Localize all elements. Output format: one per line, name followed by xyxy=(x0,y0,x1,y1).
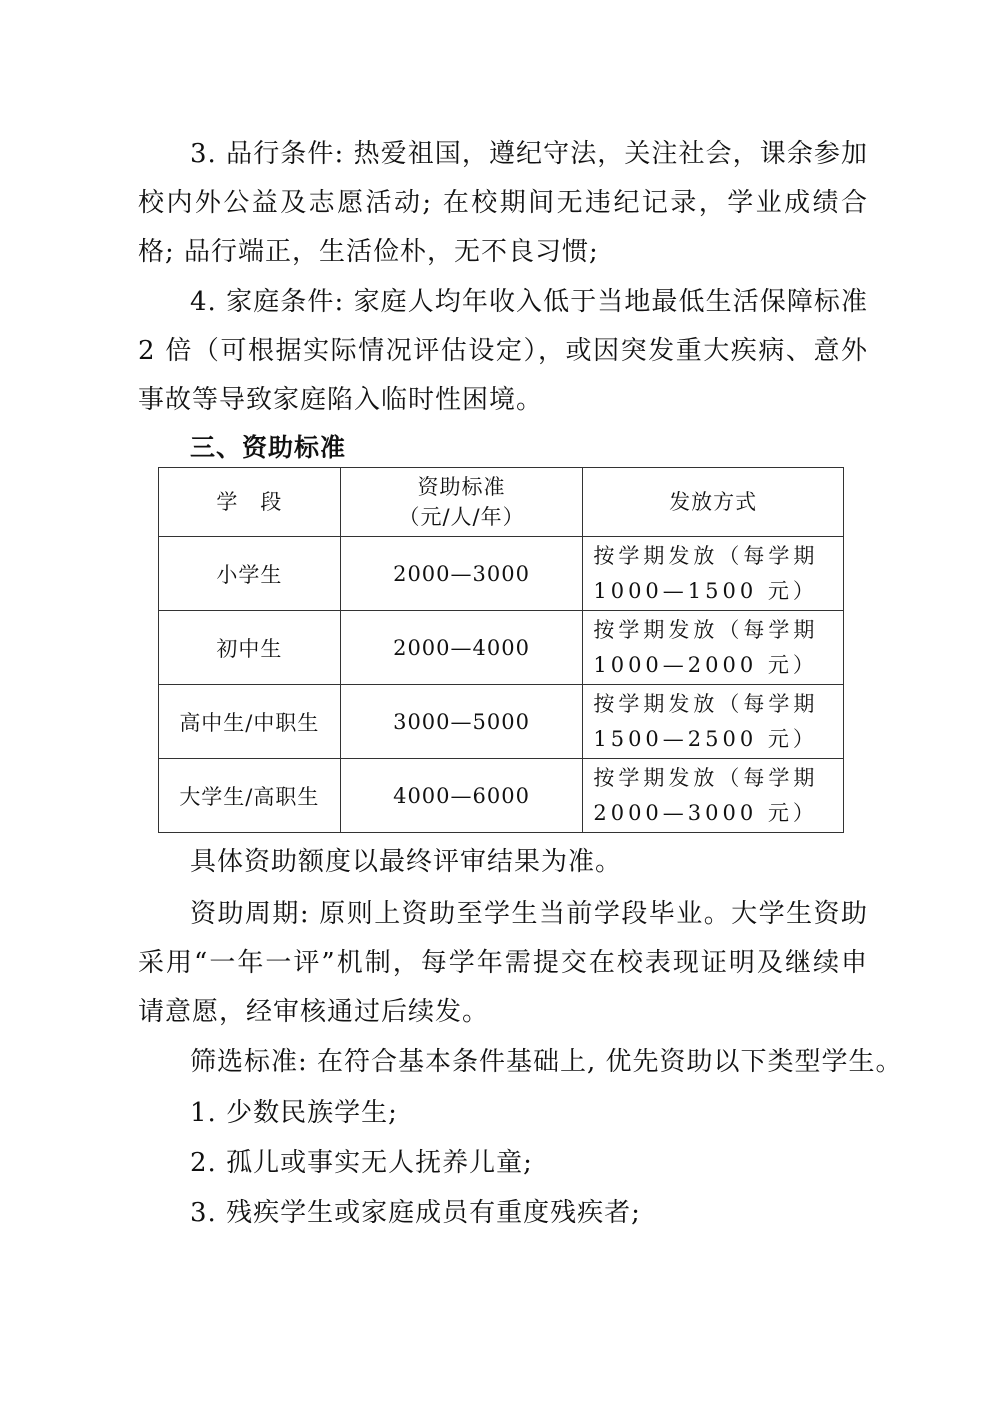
table-row xyxy=(159,759,844,833)
cell-method-line2: 1000—1500 元） xyxy=(593,578,818,603)
cell-method-line2: 2000—3000 元） xyxy=(593,800,818,825)
cell-method-line1: 按学期发放（每学期 xyxy=(593,543,819,568)
table-row xyxy=(159,685,844,759)
cell-stage: 初中生 xyxy=(159,611,341,685)
cell-standard: 2000—3000 xyxy=(340,537,583,611)
table-row xyxy=(159,611,844,685)
cell-method-line1: 按学期发放（每学期 xyxy=(593,691,819,716)
table-header-row xyxy=(159,468,844,537)
header-method: 发放方式 xyxy=(583,468,844,537)
paragraph-final-amount-note: 具体资助额度以最终评审结果为准。 xyxy=(190,847,623,877)
table-row xyxy=(159,537,844,611)
cell-stage: 大学生/高职生 xyxy=(159,759,341,833)
paragraph-aid-period: 资助周期: 原则上资助至学生当前学段毕业。大学生资助采用“一年一评”机制，每学年需提交在校表现证明及继续申请意愿，经审核通过后续发。 xyxy=(138,899,868,1027)
cell-method-line1: 按学期发放（每学期 xyxy=(593,617,819,642)
header-standard-line2: （元/人/年） xyxy=(398,505,525,529)
cell-stage: 小学生 xyxy=(159,537,341,611)
header-standard-line1: 资助标准 xyxy=(417,475,506,499)
cell-method xyxy=(583,537,844,611)
paragraph-conduct-conditions: 3. 品行条件: 热爱祖国，遵纪守法，关注社会，课余参加校内外公益及志愿活动; 在校期间无违纪记录，学业成绩合格; 品行端正，生活俭朴，无不良习惯; xyxy=(138,139,868,267)
cell-standard: 3000—5000 xyxy=(340,685,583,759)
cell-method-line2: 1000—2000 元） xyxy=(593,652,818,677)
cell-method-line2: 1500—2500 元） xyxy=(593,726,818,751)
paragraph-selection-criteria: 筛选标准: 在符合基本条件基础上, 优先资助以下类型学生。 xyxy=(190,1047,903,1077)
list-item-orphan: 2. 孤儿或事实无人抚养儿童; xyxy=(190,1148,533,1178)
list-item-ethnic-minority: 1. 少数民族学生; xyxy=(190,1098,398,1128)
cell-method xyxy=(583,759,844,833)
cell-method-line1: 按学期发放（每学期 xyxy=(593,765,819,790)
cell-method xyxy=(583,611,844,685)
cell-standard: 4000—6000 xyxy=(340,759,583,833)
section-heading-aid-standard: 三、资助标准 xyxy=(190,433,347,462)
paragraph-family-conditions: 4. 家庭条件: 家庭人均年收入低于当地最低生活保障标准 2 倍（可根据实际情况评估设定），或因突发重大疾病、意外事故等导致家庭陷入临时性困境。 xyxy=(138,287,868,415)
cell-method xyxy=(583,685,844,759)
list-item-disability: 3. 残疾学生或家庭成员有重度残疾者; xyxy=(190,1198,641,1228)
header-standard xyxy=(340,468,583,537)
cell-stage: 高中生/中职生 xyxy=(159,685,341,759)
aid-standard-table xyxy=(158,467,844,833)
cell-standard: 2000—4000 xyxy=(340,611,583,685)
header-stage: 学 段 xyxy=(159,468,341,537)
